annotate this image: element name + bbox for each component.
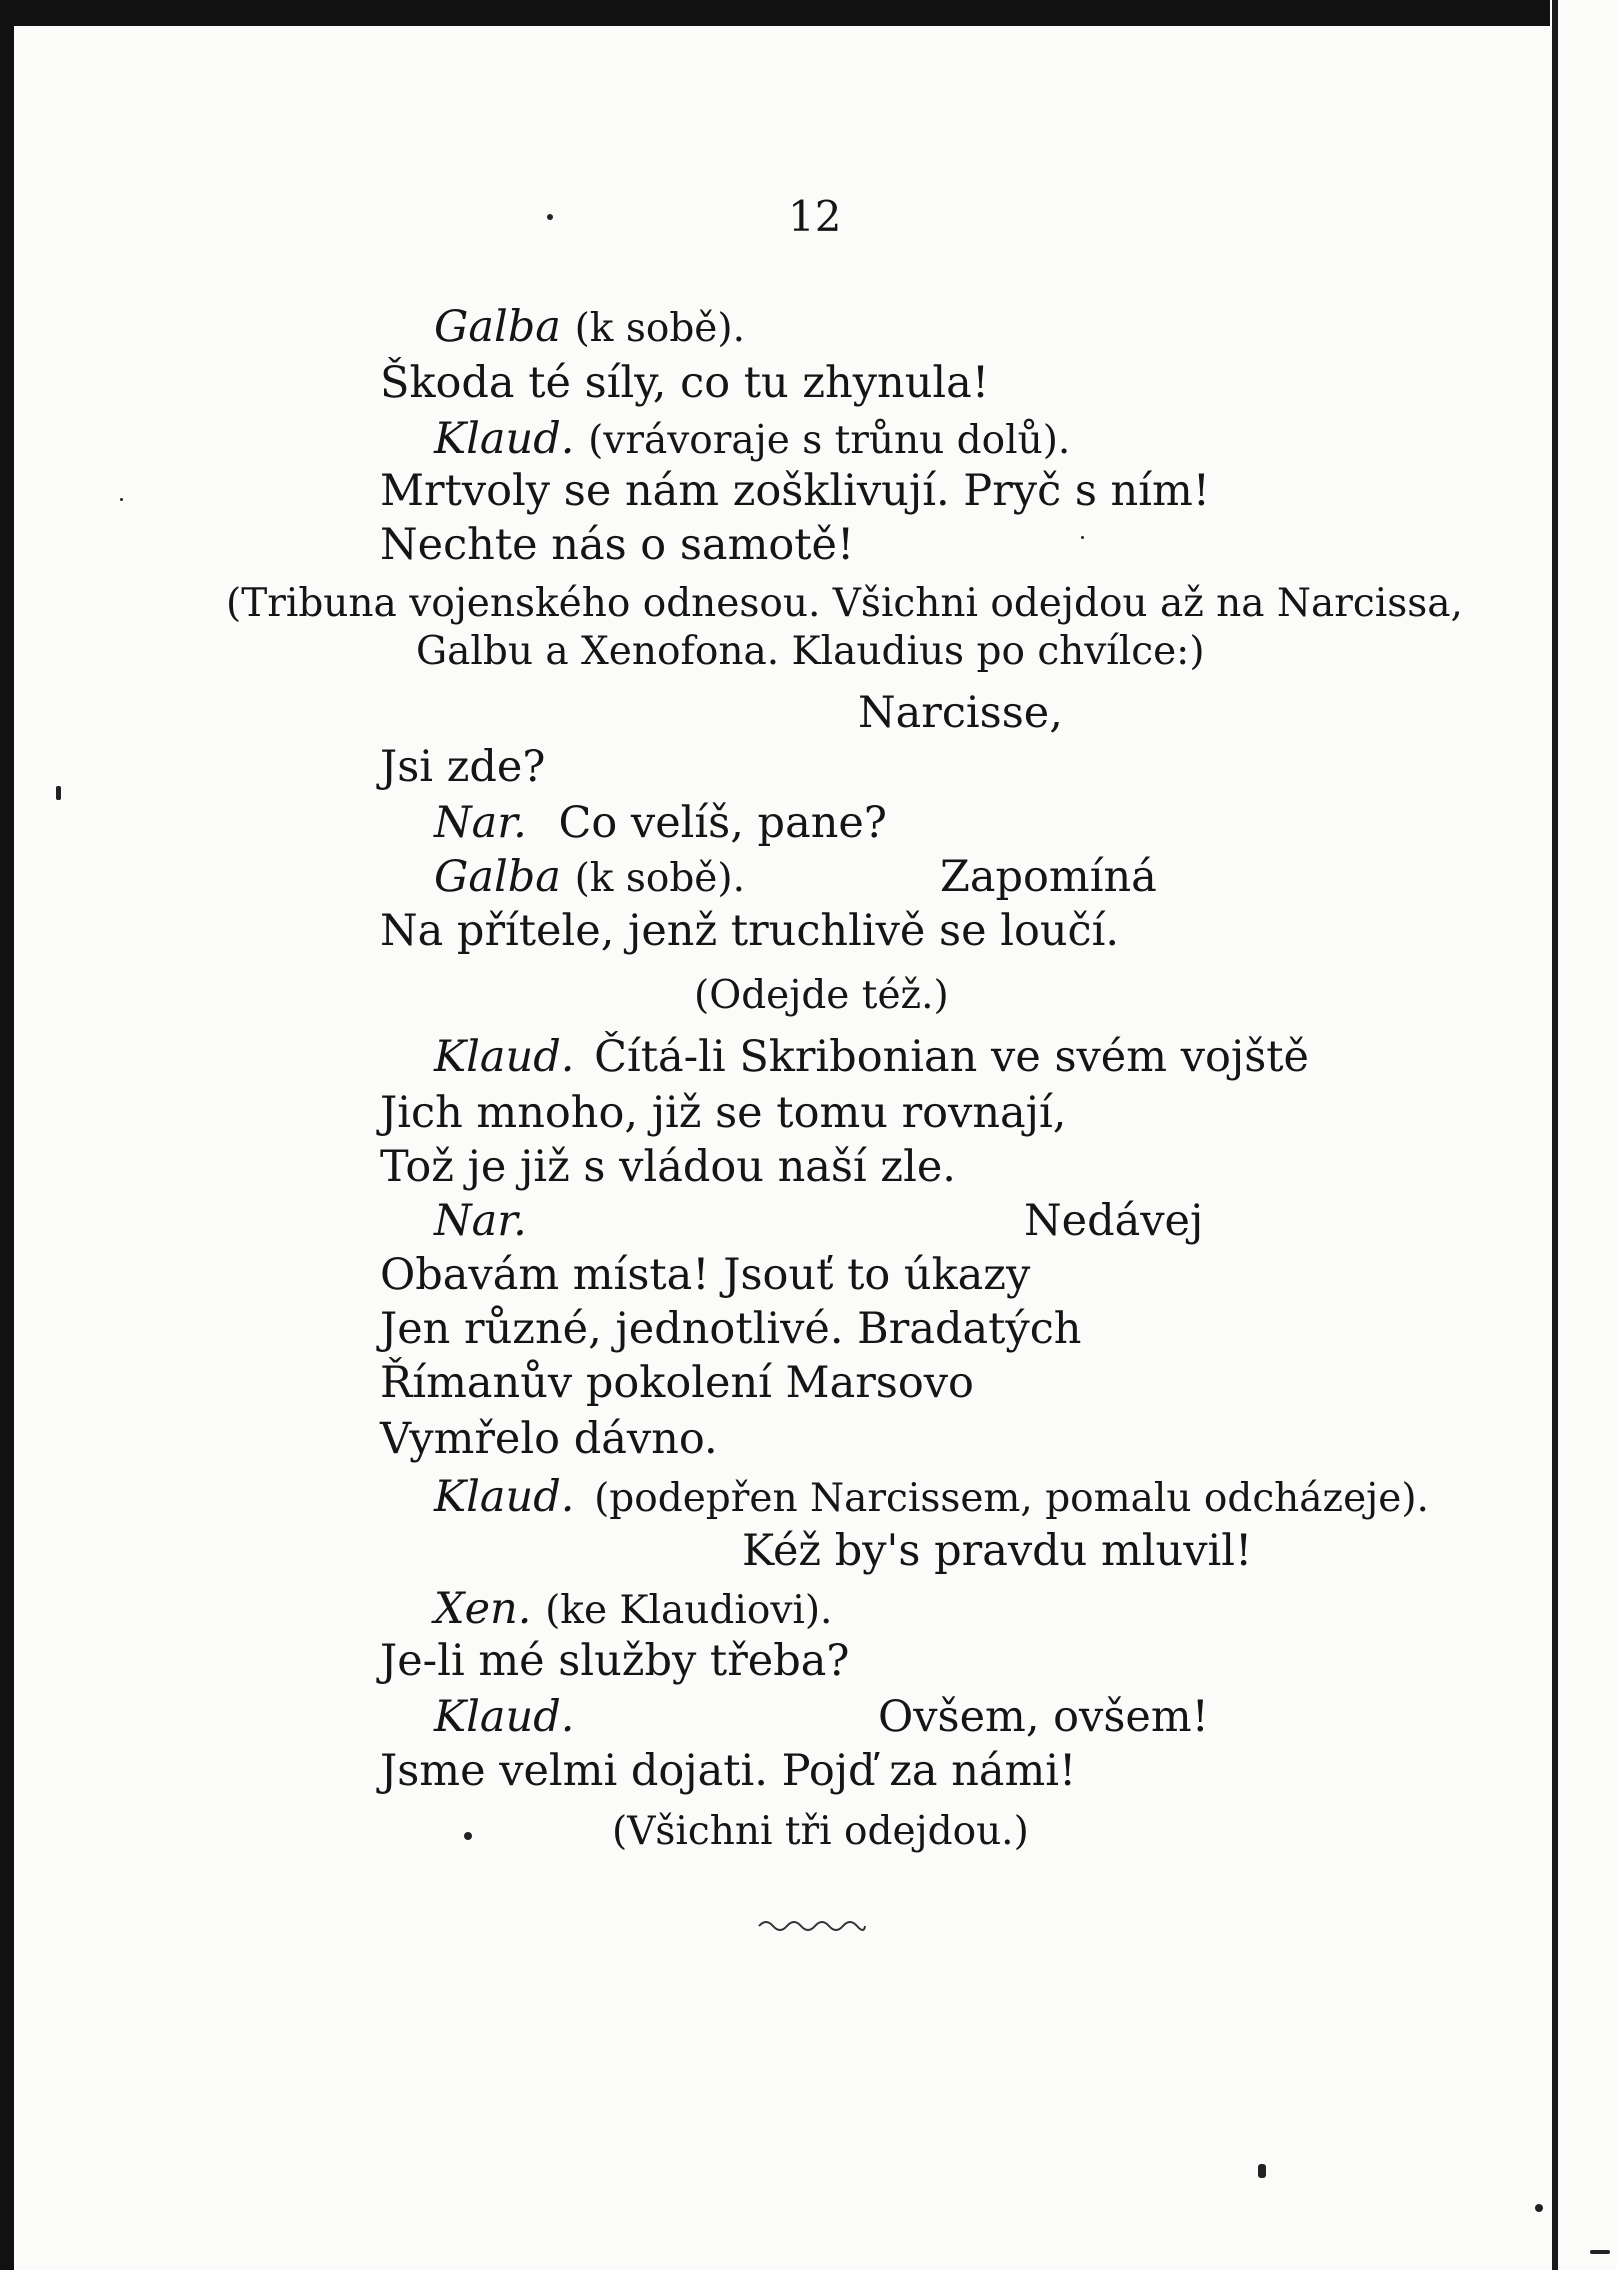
verse-line: Mrtvoly se nám zošklivují. Pryč s ním!	[380, 466, 1211, 516]
dialogue-text: Zapomíná	[940, 852, 1157, 902]
page-speck	[1590, 2250, 1610, 2254]
dialogue-line	[434, 1472, 1429, 1522]
dialogue-line	[434, 1584, 833, 1634]
stage-direction: (vrávoraje s trůnu dolů).	[588, 418, 1071, 463]
verse-line: Nechte nás o samotě!	[380, 520, 855, 570]
stage-direction: (Odejde též.)	[694, 973, 949, 1018]
page-speck	[120, 498, 123, 501]
dialogue-text: Čítá-li Skribonian ve svém vojště	[594, 1032, 1309, 1082]
speaker-name: Klaud.	[434, 414, 575, 464]
dialogue-text: Nedávej	[1024, 1196, 1204, 1246]
verse-line: Vymřelo dávno.	[380, 1414, 718, 1464]
speaker-name: Nar.	[434, 798, 527, 848]
page-gutter	[1552, 0, 1558, 2270]
dialogue-text: Ovšem, ovšem!	[878, 1692, 1209, 1742]
dialogue-text: Co velíš, pane?	[558, 798, 887, 848]
bullet-dot	[464, 1832, 472, 1840]
verse-line: Tož je již s vládou naší zle.	[380, 1142, 956, 1192]
verse-line: Je-li mé služby třeba?	[380, 1636, 850, 1686]
stage-direction: (Tribuna vojenského odnesou. Všichni odejdou až na Narcissa,	[226, 581, 1463, 626]
stage-direction: (ke Klaudiovi).	[545, 1588, 833, 1633]
verse-line: Kéž by's pravdu mluvil!	[742, 1526, 1253, 1576]
speaker-name: Galba	[434, 852, 561, 902]
dialogue-line	[434, 1032, 1309, 1082]
dialogue-line	[434, 414, 1071, 464]
stage-direction: (k sobě).	[574, 856, 745, 901]
page-number: 12	[788, 192, 842, 241]
page-speck	[1081, 536, 1084, 539]
dialogue-line	[434, 852, 745, 902]
verse-line: Jen různé, jednotlivé. Bradatých	[380, 1304, 1082, 1354]
page-speck	[56, 786, 61, 800]
verse-line: Škoda té síly, co tu zhynula!	[380, 358, 990, 408]
speaker-name: Klaud.	[434, 1472, 575, 1522]
page-speck	[1535, 2204, 1543, 2212]
speaker-name: Galba	[434, 302, 561, 352]
stage-direction: Galbu a Xenofona. Klaudius po chvílce:)	[416, 629, 1205, 674]
speaker-name: Klaud.	[434, 1032, 575, 1082]
verse-line: Jsi zde?	[380, 742, 546, 792]
verse-line: Jich mnoho, již se tomu rovnají,	[380, 1088, 1067, 1138]
verse-line: Římanův pokolení Marsovo	[380, 1358, 974, 1408]
speaker-name: Xen.	[434, 1584, 532, 1634]
verse-line: Jsme velmi dojati. Pojď za námi!	[380, 1746, 1077, 1796]
dialogue-line	[434, 302, 745, 352]
stage-direction: (Všichni tři odejdou.)	[612, 1809, 1029, 1854]
verse-line: Narcisse,	[858, 688, 1063, 738]
page-speck	[547, 214, 553, 220]
stage-direction: (podepřen Narcissem, pomalu odcházeje).	[594, 1476, 1429, 1521]
speaker-name: Nar.	[434, 1196, 527, 1246]
stage-direction: (k sobě).	[574, 306, 745, 351]
verse-line: Obavám místa! Jsouť to úkazy	[380, 1250, 1031, 1300]
dialogue-line	[434, 798, 887, 848]
next-page-edge	[1550, 0, 1617, 2270]
speaker-name: Klaud.	[434, 1692, 575, 1742]
page-speck	[1258, 2164, 1266, 2178]
section-end-ornament	[757, 1916, 867, 1932]
verse-line: Na přítele, jenž truchlivě se loučí.	[380, 906, 1120, 956]
